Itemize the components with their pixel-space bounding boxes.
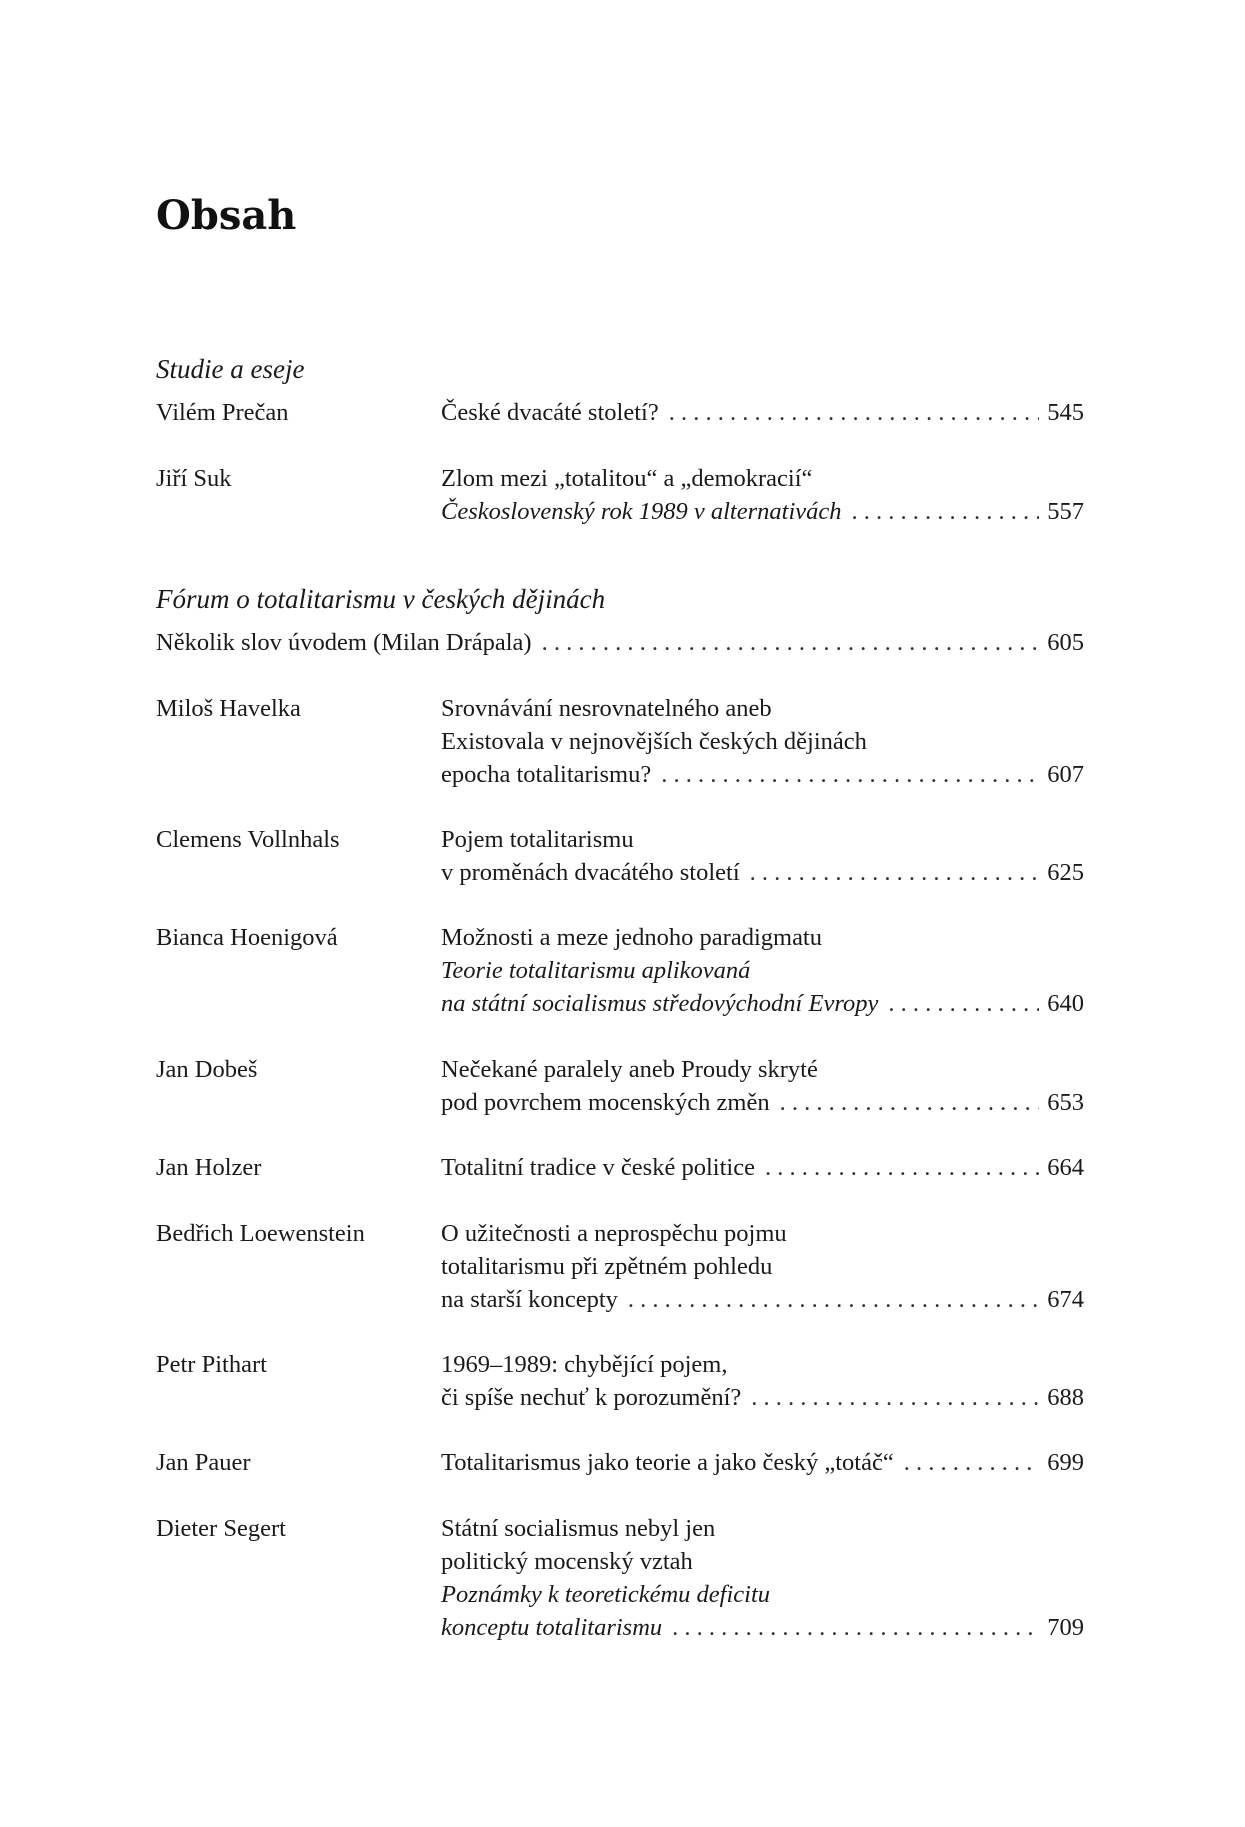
toc-entry-title-line: Nečekané paralely aneb Proudy skryté [441,1056,818,1083]
page-number: 674 [1047,1286,1084,1313]
toc-entry-title-line: Státní socialismus nebyl jen [441,1515,716,1542]
page-number: 557 [1047,498,1084,525]
toc-entry-title-line: Poznámky k teoretickému deficitu [441,1581,771,1608]
toc-entry-final-line [156,626,1084,659]
toc-entry[interactable] [441,1348,1084,1414]
page-number: 625 [1047,859,1084,886]
page-number: 605 [1047,629,1084,656]
page-number: 709 [1047,1614,1084,1641]
toc-entry-final-line [441,1446,1084,1479]
toc-entry[interactable] [441,1151,1084,1184]
toc-entry-title: pod povrchem mocenských změn [441,1089,770,1116]
toc-entry[interactable] [441,692,1084,791]
toc-entry-title: konceptu totalitarismu [441,1614,663,1641]
toc-entry-author: Jan Dobeš [156,1056,258,1083]
page-number: 688 [1047,1384,1084,1411]
toc-entry-final-line [441,1381,1084,1414]
toc-entry-title-line: Možnosti a meze jednoho paradigmatu [441,924,822,951]
toc-entry-final-line [441,1151,1084,1184]
dot-leader [780,1086,1040,1119]
toc-entry-title-line: O užitečnosti a neprospěchu pojmu [441,1220,787,1247]
toc-entry-title: Několik slov úvodem (Milan Drápala) [156,629,532,656]
toc-entry-final-line [441,987,1084,1020]
toc-entry-title-line: Teorie totalitarismu aplikovaná [441,957,751,984]
toc-entry-author: Bianca Hoenigová [156,924,338,951]
toc-entry-final-line [441,396,1084,429]
toc-entry-title: či spíše nechuť k porozumění? [441,1384,742,1411]
section-heading: Studie a eseje [156,354,305,384]
toc-entry[interactable] [441,1053,1084,1119]
dot-leader [672,1611,1039,1644]
toc-entry-author: Petr Pithart [156,1351,267,1378]
dot-leader [904,1446,1040,1479]
toc-entry[interactable] [441,1217,1084,1316]
page-number: 664 [1047,1154,1084,1181]
section-heading: Fórum o totalitarismu v českých dějinách [156,584,606,614]
toc-entry-author: Miloš Havelka [156,695,301,722]
toc-entry-title-line: Srovnávání nesrovnatelného aneb [441,695,772,722]
toc-entry-title-line: Existovala v nejnovějších českých dějinách [441,728,867,755]
toc-entry-final-line [441,856,1084,889]
toc-entry-author: Vilém Prečan [156,399,289,426]
toc-entry-author: Dieter Segert [156,1515,286,1542]
toc-entry-final-line [441,1283,1084,1316]
toc-entry-author: Jan Holzer [156,1154,262,1181]
toc-entry-title-line: Zlom mezi „totalitou“ a „demokracií“ [441,465,813,492]
toc-entry[interactable] [441,921,1084,1020]
dot-leader [888,987,1039,1020]
toc-entry-title: na starší koncepty [441,1286,618,1313]
dot-leader [542,626,1040,659]
toc-entry-author: Bedřich Loewenstein [156,1220,365,1247]
dot-leader [750,856,1040,889]
toc-entry[interactable] [441,1446,1084,1479]
dot-leader [765,1151,1039,1184]
toc-entry-final-line [441,495,1084,528]
toc-entry[interactable] [441,396,1084,429]
toc-entry-title: Totalitní tradice v české politice [441,1154,755,1181]
toc-page [156,0,1084,1827]
page-number: 545 [1047,399,1084,426]
toc-entry-title: v proměnách dvacátého století [441,859,740,886]
page-title: Obsah [156,192,297,239]
toc-entry-final-line [441,1086,1084,1119]
toc-entry[interactable] [441,462,1084,528]
toc-entry-final-line [441,758,1084,791]
dot-leader [669,396,1040,429]
dot-leader [661,758,1039,791]
toc-entry-title: Československý rok 1989 v alternativách [441,498,842,525]
toc-entry-final-line [441,1611,1084,1644]
dot-leader [751,1381,1039,1414]
page-number: 653 [1047,1089,1084,1116]
toc-entry-title-line: totalitarismu při zpětném pohledu [441,1253,773,1280]
toc-entry-title: na státní socialismus středovýchodní Evropy [441,990,879,1017]
toc-entry-author: Jan Pauer [156,1449,251,1476]
page-number: 699 [1047,1449,1084,1476]
page-number: 640 [1047,990,1084,1017]
toc-entry-author: Clemens Vollnhals [156,826,340,853]
toc-entry-author: Jiří Suk [156,465,232,492]
toc-entry-title-line: Pojem totalitarismu [441,826,634,853]
toc-entry-title-line: 1969–1989: chybějící pojem, [441,1351,728,1378]
toc-entry[interactable] [441,1512,1084,1644]
toc-entry-title: Totalitarismus jako teorie a jako český „totáč“ [441,1449,894,1476]
dot-leader [852,495,1040,528]
dot-leader [628,1283,1039,1316]
toc-entry-title: epocha totalitarismu? [441,761,652,788]
toc-entry-title: České dvacáté století? [441,399,659,426]
toc-entry-intro[interactable] [156,626,1084,659]
toc-entry[interactable] [441,823,1084,889]
toc-entry-title-line: politický mocenský vztah [441,1548,693,1575]
page-number: 607 [1047,761,1084,788]
